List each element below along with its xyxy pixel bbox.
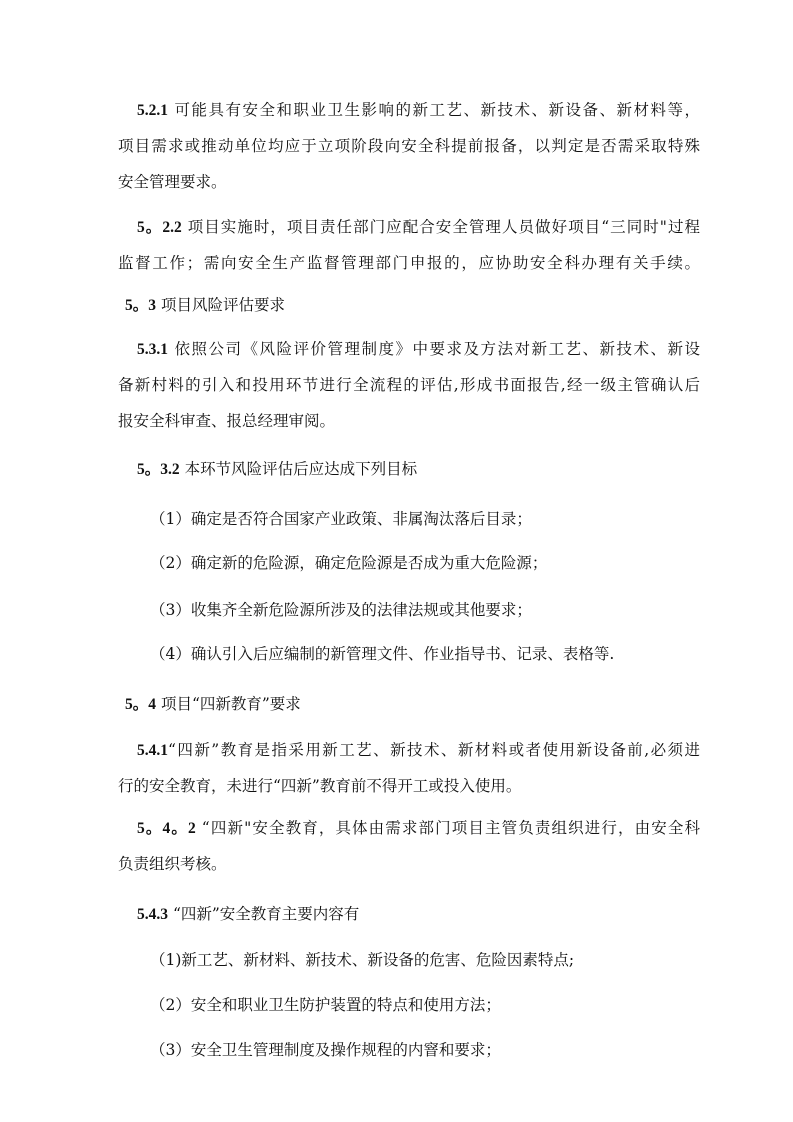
section-number: 5.2.1 — [137, 102, 168, 119]
section-number: 5。4 — [125, 696, 157, 713]
text-line: 监督工作；需向安全生产监督管理部门申报的，应协助安全科办理有关手续。 — [118, 254, 700, 272]
heading-5-3 — [125, 295, 285, 316]
text-line: 安全管理要求。 — [118, 173, 227, 191]
section-number: 5。2.2 — [137, 219, 182, 236]
paragraph-5-2-1 — [137, 100, 700, 120]
text-line: 本环节风险评估后应达成下列目标 — [184, 460, 418, 478]
list-item: （2）确定新的危险源，确定危险源是否成为重大危险源； — [150, 554, 548, 572]
paragraph-5-2-2 — [137, 217, 700, 237]
section-number: 5.4.1 — [137, 742, 168, 759]
text-line: 备新村料的引入和投用环节进行全流程的评估,形成书面报告,经一级主管确认后 — [118, 376, 700, 394]
section-number: 5.3.1 — [137, 341, 168, 358]
section-number: 5。3 — [125, 297, 157, 314]
paragraph-5-4-3 — [137, 904, 359, 925]
text-line: 行的安全教育，未进行“四新”教育前不得开工或投入使用。 — [118, 777, 522, 795]
text-line: 报安全科审查、报总经理审阅。 — [118, 412, 336, 430]
list-item: （2）安全和职业卫生防护装置的特点和使用方法； — [150, 996, 501, 1014]
text-line: “四新"安全教育，具体由需求部门项目主管负责组织进行，由安全科 — [201, 819, 700, 837]
text-line: 依照公司《风险评价管理制度》中要求及方法对新工艺、新技术、新设 — [174, 340, 700, 358]
text-line: 可能具有安全和职业卫生影响的新工艺、新技术、新设备、新材料等， — [174, 101, 700, 119]
heading-5-4 — [125, 694, 301, 715]
text-line: 项目需求或推动单位均应于立项阶段向安全科提前报备，以判定是否需采取特殊 — [118, 137, 700, 155]
section-number: 5.4.3 — [137, 906, 168, 923]
paragraph-5-4-2 — [137, 818, 700, 838]
paragraph-5-4-1 — [137, 740, 700, 760]
text-line: 项目实施时，项目责任部门应配合安全管理人员做好项目“三同时"过程 — [187, 218, 700, 236]
heading-text: 项目“四新教育”要求 — [160, 695, 301, 713]
list-item: （3）收集齐全新危险源所涉及的法律法规或其他要求； — [150, 601, 532, 619]
list-item: （4）确认引入后应编制的新管理文件、作业指导书、记录、表格等. — [150, 645, 615, 663]
text-line: “四新”安全教育主要内容有 — [172, 905, 360, 923]
list-item: （1）确定是否符合国家产业政策、非属淘汰落后目录； — [150, 510, 532, 528]
paragraph-5-3-2 — [137, 459, 417, 480]
list-item: （1)新工艺、新材料、新技术、新设备的危害、危险因素特点; — [150, 951, 575, 969]
section-number: 5。3.2 — [137, 461, 180, 478]
text-line: “四新”教育是指采用新工艺、新技术、新材料或者使用新设备前,必须进 — [168, 741, 700, 759]
paragraph-5-3-1 — [137, 339, 700, 359]
list-item: （3）安全卫生管理制度及操作规程的内窨和要求； — [150, 1041, 501, 1059]
text-line: 负责组织考核。 — [118, 855, 227, 873]
heading-text: 项目风险评估要求 — [160, 296, 285, 314]
section-number: 5。4。2 — [137, 820, 196, 837]
